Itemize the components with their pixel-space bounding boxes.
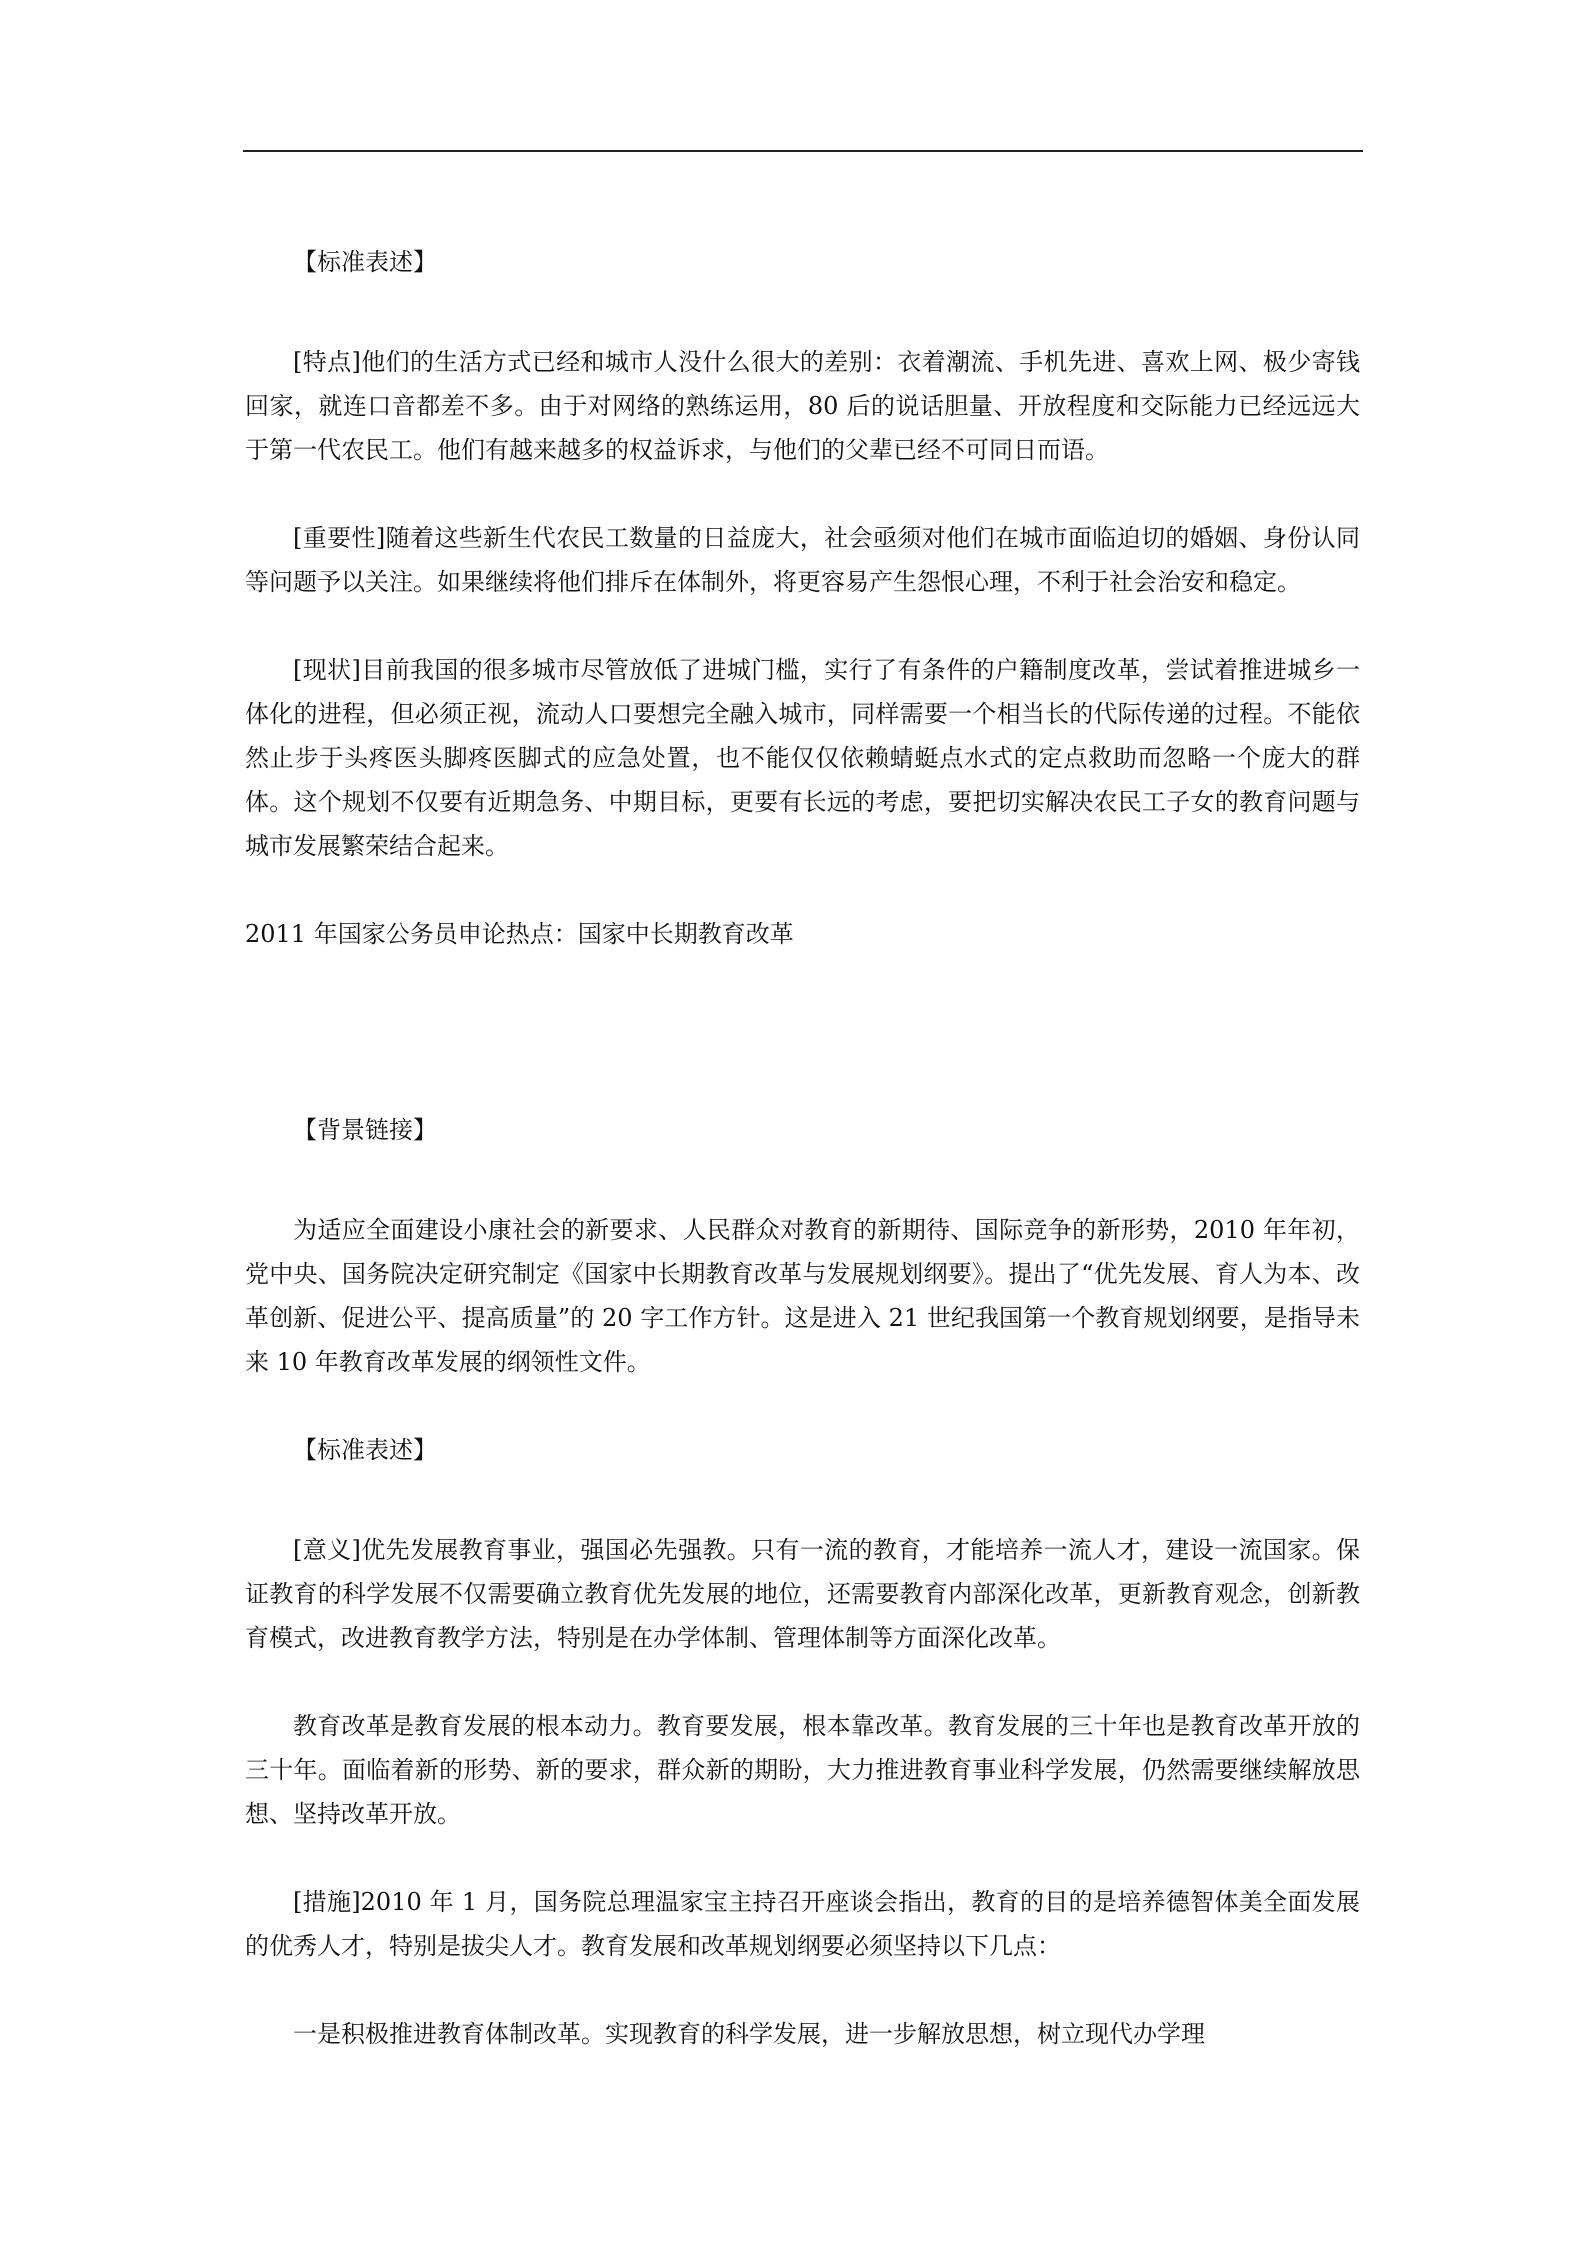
paragraph-reform: 教育改革是教育发展的根本动力。教育要发展，根本靠改革。教育发展的三十年也是教育改革开放的三十年。面临着新的形势、新的要求，群众新的期盼，大力推进教育事业科学发展，仍然需要继续解放思想、坚持改革开放。 — [245, 1712, 1360, 1828]
paragraph-meaning: [意义]优先发展教育事业，强国必先强教。只有一流的教育，才能培养一流人才，建设一流国家。保证教育的科学发展不仅需要确立教育优先发展的地位，还需要教育内部深化改革，更新教育观念，创新教育模式，改进教育教学方法，特别是在办学体制、管理体制等方面深化改革。 — [245, 1536, 1360, 1652]
section-heading-background: 【背景链接】 — [293, 1116, 437, 1144]
paragraph-features: [特点]他们的生活方式已经和城市人没什么很大的差别：衣着潮流、手机先进、喜欢上网、极少寄钱回家，就连口音都差不多。由于对网络的熟练运用，80 后的说话胆量、开放程度和交际能力已经远远大于第一代农民工。他们有越来越多的权益诉求，与他们的父辈已经不可同日而语。 — [245, 348, 1360, 464]
document-body — [245, 240, 1360, 2056]
section-heading-standard-statement-2: 【标准表述】 — [293, 1436, 437, 1464]
paragraph-measures: [措施]2010 年 1 月，国务院总理温家宝主持召开座谈会指出，教育的目的是培养德智体美全面发展的优秀人才，特别是拔尖人才。教育发展和改革规划纲要必须坚持以下几点： — [245, 1888, 1360, 1960]
paragraph-status: [现状]目前我国的很多城市尽管放低了进城门槛，实行了有条件的户籍制度改革，尝试着推进城乡一体化的进程，但必须正视，流动人口要想完全融入城市，同样需要一个相当长的代际传递的过程。不能依然止步于头疼医头脚疼医脚式的应急处置，也不能仅仅依赖蜻蜓点水式的定点救助而忽略一个庞大的群体。这个规划不仅要有近期急务、中期目标，更要有长远的考虑，要把切实解决农民工子女的教育问题与城市发展繁荣结合起来。 — [245, 656, 1360, 860]
header-rule — [243, 150, 1363, 152]
topic-title: 2011 年国家公务员申论热点：国家中长期教育改革 — [245, 920, 794, 948]
paragraph-background: 为适应全面建设小康社会的新要求、人民群众对教育的新期待、国际竞争的新形势，2010 年年初，党中央、国务院决定研究制定《国家中长期教育改革与发展规划纲要》。提出了“优先发展、育人为本、改革创新、促进公平、提高质量”的 20 字工作方针。这是进入 21 世纪我国第一个教育规划纲要，是指导未来 10 年教育改革发展的纲领性文件。 — [245, 1216, 1360, 1376]
section-heading-standard-statement: 【标准表述】 — [293, 248, 437, 276]
paragraph-importance: [重要性]随着这些新生代农民工数量的日益庞大，社会亟须对他们在城市面临迫切的婚姻、身份认同等问题予以关注。如果继续将他们排斥在体制外，将更容易产生怨恨心理，不利于社会治安和稳定。 — [245, 524, 1360, 596]
paragraph-point-one: 一是积极推进教育体制改革。实现教育的科学发展，进一步解放思想，树立现代办学理 — [293, 2020, 1205, 2048]
